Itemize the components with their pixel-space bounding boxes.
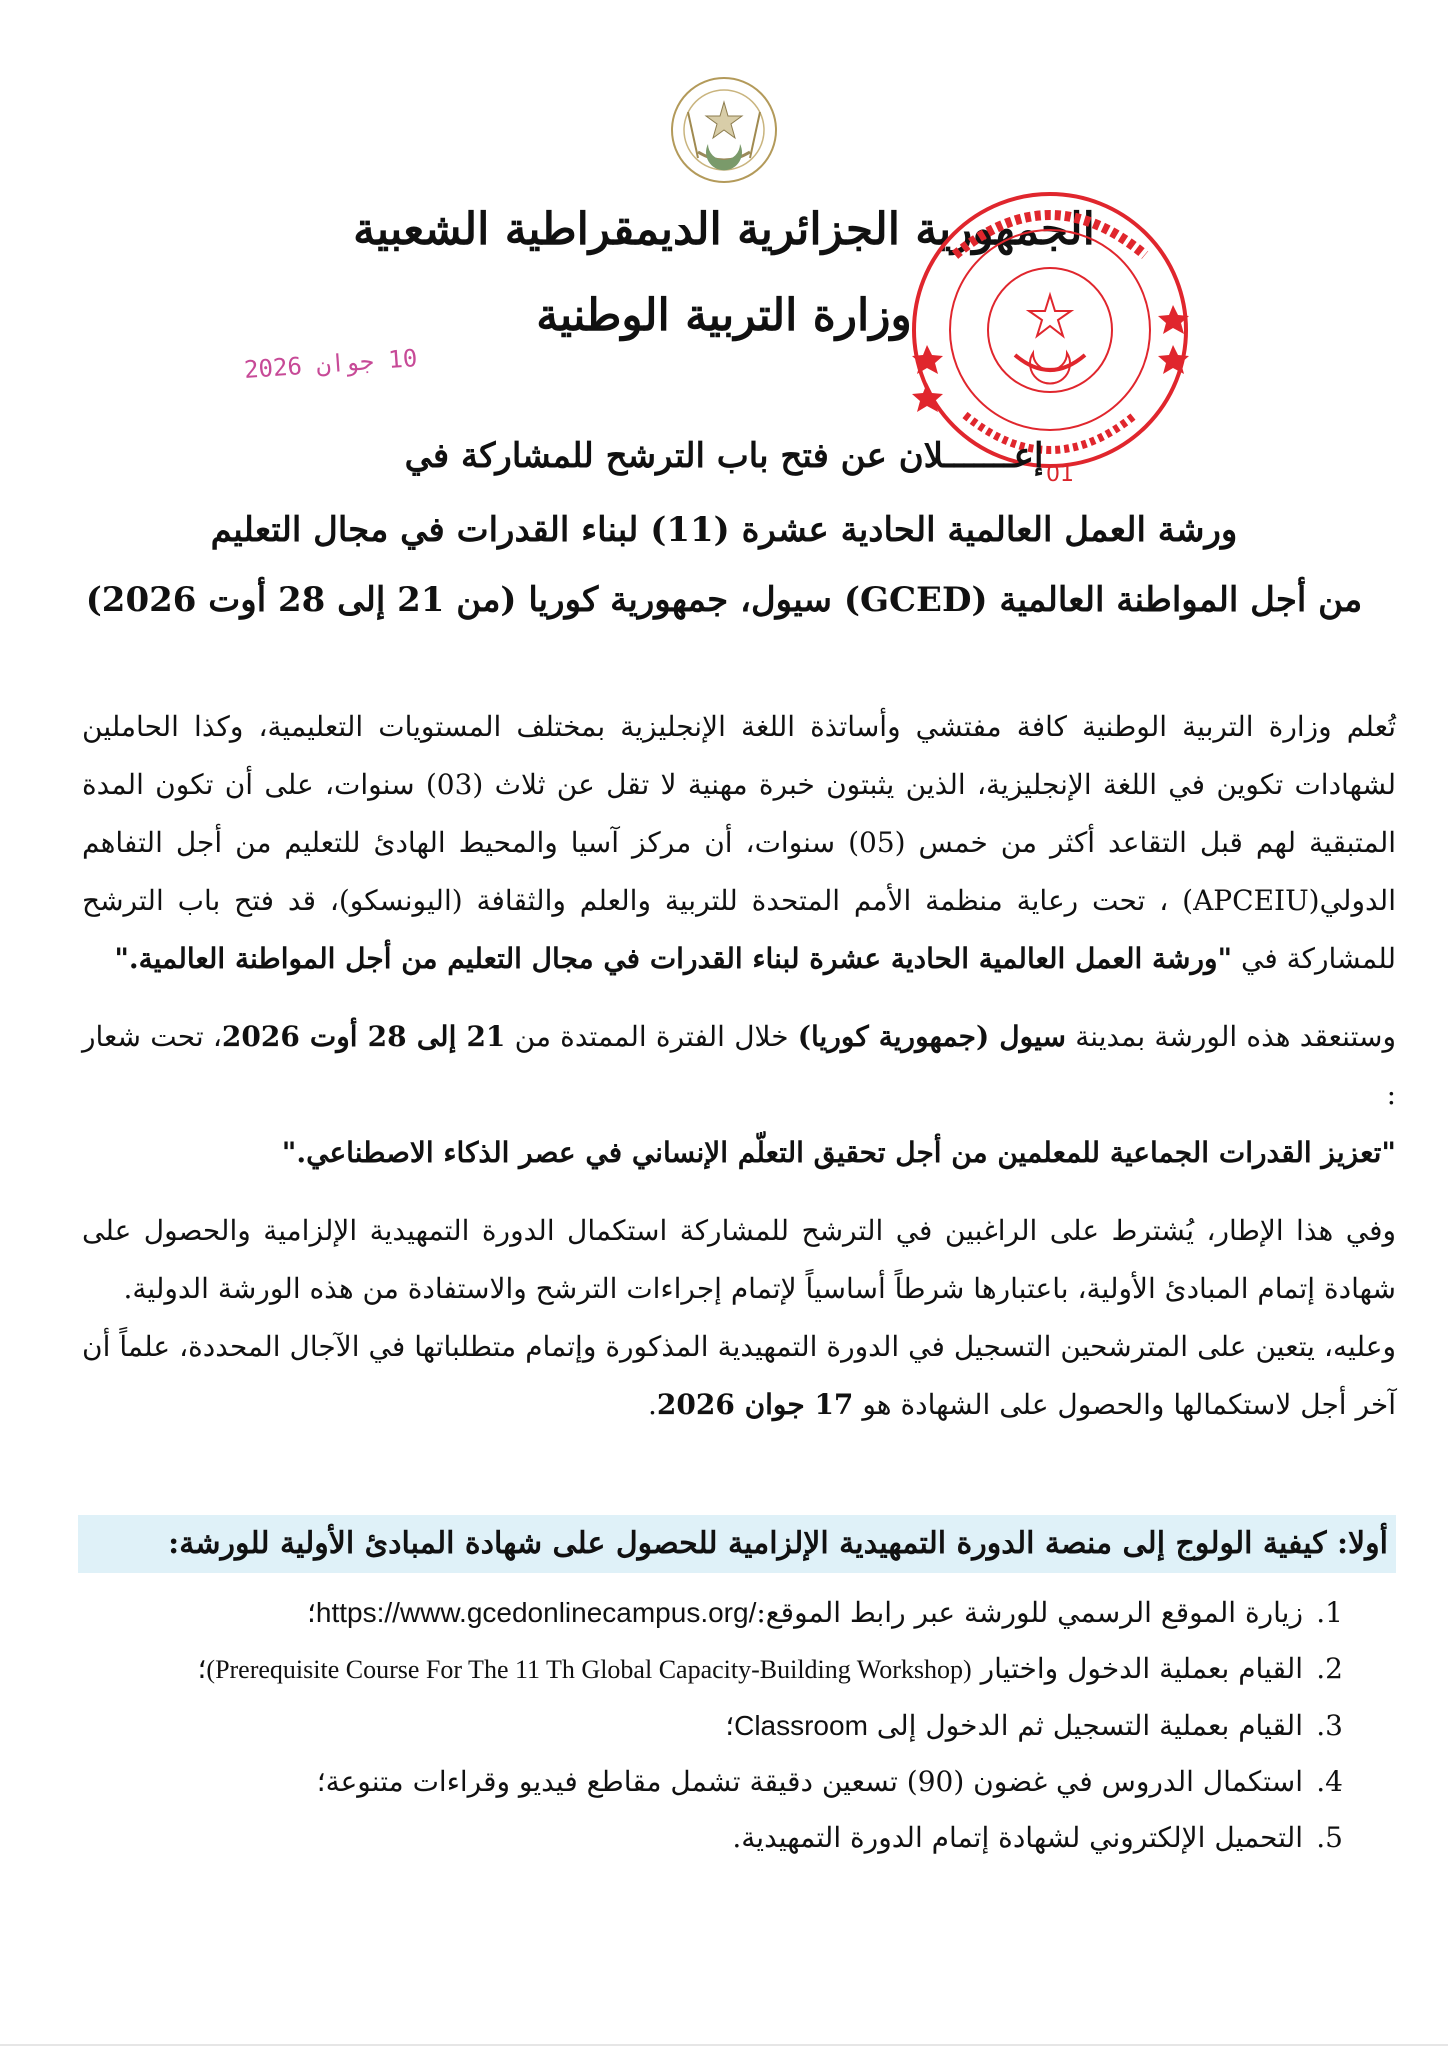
step-number: 2. bbox=[1316, 1652, 1343, 1685]
paragraph-4-end: . bbox=[647, 1388, 657, 1421]
list-item bbox=[80, 1754, 1343, 1810]
paragraph-1 bbox=[82, 698, 1396, 988]
step-number: 4. bbox=[1316, 1765, 1343, 1798]
course-name: (Prerequisite Course For The 11 Th Global Capacity-Building Workshop) bbox=[206, 1655, 972, 1684]
announcement-line-1: إعـــــــلان عن فتح باب الترشح للمشاركة في bbox=[404, 436, 1044, 476]
step-text: استكمال الدروس في غضون (90) تسعين دقيقة تشمل مقاطع فيديو وقراءات متنوعة؛ bbox=[316, 1765, 1303, 1798]
algeria-emblem-icon bbox=[668, 72, 780, 190]
step-tail: ؛ bbox=[306, 1596, 316, 1629]
step-text: التحميل الإلكتروني لشهادة إتمام الدورة التمهيدية. bbox=[732, 1821, 1303, 1854]
paragraph-4 bbox=[82, 1318, 1396, 1434]
step-tail: ؛ bbox=[725, 1709, 735, 1742]
country-title: الجمهورية الجزائرية الديمقراطية الشعبية bbox=[353, 204, 1095, 255]
step-number: 1. bbox=[1316, 1596, 1343, 1629]
paragraph-2-part-c: خلال الفترة الممتدة من bbox=[505, 1020, 798, 1053]
list-item bbox=[80, 1585, 1343, 1641]
list-item bbox=[80, 1698, 1343, 1754]
paragraph-4-part-a: وعليه، يتعين على المترشحين التسجيل في الدورة التمهيدية المذكورة وإتمام متطلباتها في الآجال المحددة، علماً أن آخر أجل لاستكمالها والحصول على الشهادة هو bbox=[82, 1330, 1396, 1421]
paragraph-3: وفي هذا الإطار، يُشترط على الراغبين في الترشح للمشاركة استكمال الدورة التمهيدية الإلزامية والحصول على شهادة إتمام المبادئ الأولية، باعتبارها شرطاً أساسياً لإتمام إجراءات الترشح والاستفادة من هذه الورشة الدولية. bbox=[82, 1214, 1396, 1305]
list-item bbox=[80, 1810, 1343, 1866]
step-text: القيام بعملية الدخول واختيار bbox=[971, 1652, 1303, 1685]
workshop-slogan: "تعزيز القدرات الجماعية للمعلمين من أجل تحقيق التعلّم الإنساني في عصر الذكاء الاصطناعي." bbox=[281, 1136, 1396, 1169]
city-name: سيول (جمهورية كوريا) bbox=[797, 1020, 1066, 1053]
date-stamp: 10 جوان 2026 bbox=[243, 343, 419, 385]
step-text: زيارة الموقع الرسمي للورشة عبر رابط الموقع: bbox=[756, 1596, 1303, 1629]
paragraph-2 bbox=[82, 1008, 1396, 1182]
step-tail: ؛ bbox=[197, 1652, 207, 1685]
website-link[interactable]: https://www.gcedonlinecampus.org/ bbox=[315, 1597, 757, 1628]
paragraph-1-text: تُعلم وزارة التربية الوطنية كافة مفتشي وأساتذة اللغة الإنجليزية بمختلف المستويات التعليمية، وكذا الحاملين لشهادات تكوين في اللغة الإنجليزية، الذين يثبتون خبرة مهنية لا تقل عن ثلاث (03) سنوات، على أن تكون المدة المتبقية لهم قبل التقاعد أكثر من خمس (05) سنوات، أن مركز آسيا والمحيط الهادئ للتعليم من أجل التفاهم الدولي(APCEIU) ، تحت رعاية منظمة الأمم المتحدة للتربية والعلم والثقافة (اليونسكو)، قد فتح باب الترشح للمشاركة في bbox=[82, 710, 1397, 975]
paragraph-2-part-a: وستنعقد هذه الورشة بمدينة bbox=[1066, 1020, 1397, 1053]
workshop-dates: 21 إلى 28 أوت 2026 bbox=[221, 1020, 506, 1053]
step-number: 3. bbox=[1316, 1709, 1343, 1742]
deadline-date: 17 جوان 2026 bbox=[656, 1388, 854, 1421]
seal-number: 01 bbox=[1046, 462, 1074, 487]
classroom-label: Classroom bbox=[734, 1710, 868, 1741]
body-text bbox=[82, 698, 1396, 1454]
ministry-title: وزارة التربية الوطنية bbox=[536, 290, 912, 341]
official-seal-icon bbox=[905, 185, 1195, 475]
announcement-line-2: ورشة العمل العالمية الحادية عشرة (11) لبناء القدرات في مجال التعليم bbox=[210, 510, 1238, 550]
step-text: القيام بعملية التسجيل ثم الدخول إلى bbox=[867, 1709, 1303, 1742]
list-item bbox=[80, 1641, 1343, 1698]
page-bottom-divider bbox=[0, 2044, 1448, 2046]
paragraph-2-part-e: ، تحت شعار : bbox=[82, 1020, 1396, 1111]
step-number: 5. bbox=[1316, 1821, 1343, 1854]
paragraph-1-bold: "ورشة العمل العالمية الحادية عشرة لبناء القدرات في مجال التعليم من أجل المواطنة العالمية." bbox=[114, 942, 1233, 975]
announcement-line-3: من أجل المواطنة العالمية (GCED) سيول، جمهورية كوريا (من 21 إلى 28 أوت 2026) bbox=[85, 580, 1363, 620]
section-title: أولا: كيفية الولوج إلى منصة الدورة التمهيدية الإلزامية للحصول على شهادة المبادئ الأولية للورشة: bbox=[78, 1515, 1396, 1573]
steps-list bbox=[80, 1585, 1343, 1866]
